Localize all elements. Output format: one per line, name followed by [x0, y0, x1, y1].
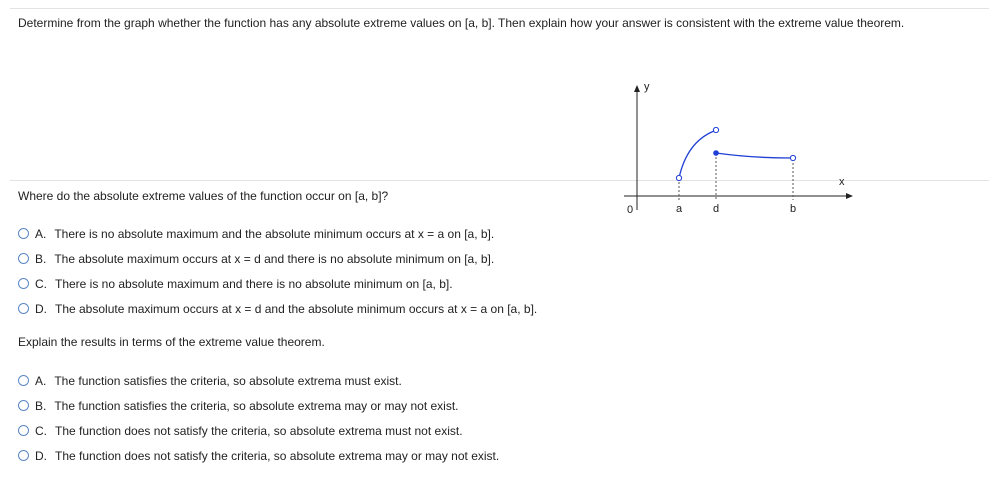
problem-prompt: Determine from the graph whether the function has any absolute extreme values on [a, b]. Then explain how your answer is consistent with the extreme value theorem. [18, 16, 905, 30]
q1-option-a[interactable] [18, 221, 537, 246]
option-letter: C. [35, 423, 47, 438]
option-text: The function does not satisfy the criteria, so absolute extrema must not exist. [55, 423, 463, 438]
option-letter: D. [35, 301, 47, 316]
question2-options [18, 368, 499, 468]
y-axis-label: y [644, 81, 650, 93]
radio-button[interactable] [18, 253, 29, 264]
q1-option-c[interactable] [18, 271, 537, 296]
tick-label-a: a [676, 203, 683, 215]
radio-button[interactable] [18, 278, 29, 289]
q2-option-b[interactable] [18, 393, 499, 418]
option-letter: A. [35, 226, 47, 241]
tick-label-b: b [790, 203, 797, 215]
question1-options [18, 221, 537, 321]
option-letter: B. [35, 251, 47, 266]
q2-option-d[interactable] [18, 443, 499, 468]
origin-label: 0 [627, 204, 634, 216]
option-letter: D. [35, 448, 47, 463]
curve-right-branch [716, 153, 791, 158]
option-text: The function does not satisfy the criteria, so absolute extrema may or may not exist. [55, 448, 500, 463]
question2-text: Explain the results in terms of the extreme value theorem. [18, 335, 325, 349]
q2-option-c[interactable] [18, 418, 499, 443]
top-divider [10, 8, 989, 9]
radio-button[interactable] [18, 228, 29, 239]
x-axis-label: x [839, 176, 845, 188]
option-text: There is no absolute maximum and the absolute minimum occurs at x = a on [a, b]. [54, 226, 495, 241]
radio-button[interactable] [18, 425, 29, 436]
option-letter: B. [35, 398, 47, 413]
q2-option-a[interactable] [18, 368, 499, 393]
option-text: The absolute maximum occurs at x = d and the absolute minimum occurs at x = a on [a, b]. [55, 301, 538, 316]
option-text: The function satisfies the criteria, so absolute extrema may or may not exist. [54, 398, 459, 413]
q1-option-b[interactable] [18, 246, 537, 271]
option-letter: A. [35, 373, 47, 388]
open-endpoint-b [790, 155, 795, 160]
option-text: The function satisfies the criteria, so absolute extrema must exist. [54, 373, 402, 388]
open-endpoint-left-top [713, 127, 718, 132]
option-text: The absolute maximum occurs at x = d and there is no absolute minimum on [a, b]. [54, 251, 495, 266]
q1-option-d[interactable] [18, 296, 537, 321]
radio-button[interactable] [18, 303, 29, 314]
tick-label-d: d [713, 203, 720, 215]
closed-endpoint-d [713, 150, 719, 156]
question1-text: Where do the absolute extreme values of the function occur on [a, b]? [18, 189, 389, 203]
radio-button[interactable] [18, 375, 29, 386]
function-graph [612, 74, 862, 224]
radio-button[interactable] [18, 400, 29, 411]
open-endpoint-a [676, 175, 681, 180]
option-letter: C. [35, 276, 47, 291]
option-text: There is no absolute maximum and there is no absolute minimum on [a, b]. [55, 276, 453, 291]
curve-left-branch [679, 131, 714, 178]
radio-button[interactable] [18, 450, 29, 461]
